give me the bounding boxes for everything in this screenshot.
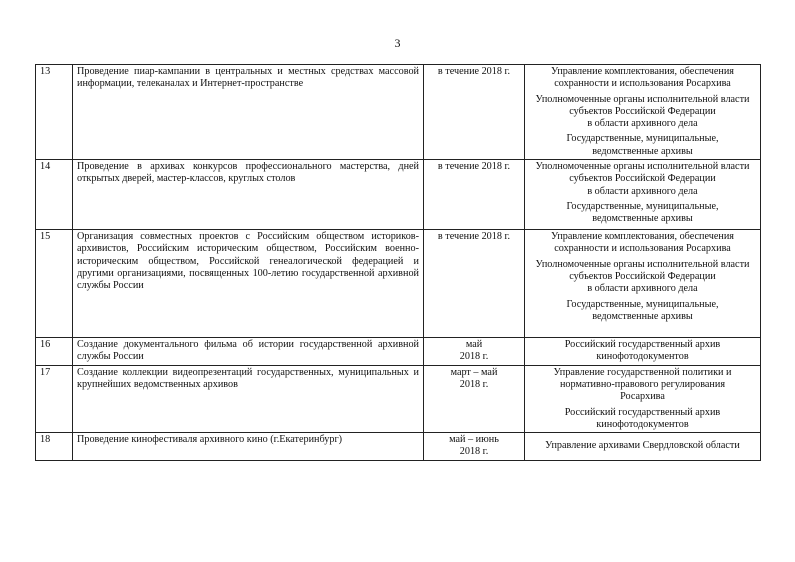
- responsible-line: Государственные, муниципальные,: [566, 298, 719, 310]
- deadline-cell: [424, 160, 525, 230]
- plan-table-body: [36, 65, 761, 461]
- responsible-line: в области архивного дела: [587, 118, 698, 130]
- responsible-cell: [525, 338, 761, 366]
- deadline-cell: [424, 338, 525, 366]
- deadline-line: в течение 2018 г.: [437, 161, 511, 173]
- responsible-cell: [525, 65, 761, 160]
- deadline-line: в течение 2018 г.: [437, 231, 511, 243]
- activity-description: Создание коллекции видеопрезентаций государственных, муниципальных и крупнейших ведомственных архивов: [73, 365, 424, 432]
- responsible-organization: [529, 201, 756, 226]
- deadline-cell: [424, 230, 525, 338]
- deadline-cell: [424, 365, 525, 432]
- deadline-line: 2018 г.: [459, 378, 489, 390]
- page-number: 3: [394, 36, 401, 50]
- responsible-line: Уполномоченные органы исполнительной власти: [535, 258, 750, 270]
- responsible-line: нормативно-правового регулирования: [559, 378, 726, 390]
- responsible-line: Уполномоченные органы исполнительной власти: [535, 93, 750, 105]
- responsible-organization: [529, 161, 756, 198]
- table-row: [36, 365, 761, 432]
- responsible-cell: [525, 230, 761, 338]
- responsible-line: кинофотодокументов: [596, 418, 689, 430]
- responsible-cell: [525, 365, 761, 432]
- responsible-line: субъектов Российской Федерации: [569, 270, 716, 282]
- deadline-line: в течение 2018 г.: [437, 66, 511, 77]
- activity-description: Проведение кинофестиваля архивного кино (г.Екатеринбург): [73, 433, 424, 461]
- responsible-line: сохранности и использования Росархива: [554, 78, 731, 90]
- responsible-line: Управление комплектования, обеспечения: [551, 66, 734, 77]
- activity-description: Проведение пиар-кампании в центральных и местных средствах массовой информации, телеканалах и Интернет-пространстве: [73, 65, 424, 160]
- responsible-organization: [529, 440, 756, 452]
- responsible-line: Государственные, муниципальные,: [566, 200, 719, 212]
- deadline-cell: [424, 65, 525, 160]
- responsible-organization: [529, 259, 756, 296]
- table-row: [36, 65, 761, 160]
- responsible-line: ведомственные архивы: [592, 145, 693, 157]
- responsible-line: ведомственные архивы: [592, 213, 693, 225]
- responsible-line: Уполномоченные органы исполнительной власти: [535, 161, 750, 173]
- table-row: [36, 433, 761, 461]
- activity-description: Проведение в архивах конкурсов профессионального мастерства, дней открытых дверей, мастер-классов, круглых столов: [73, 160, 424, 230]
- table-row: [36, 160, 761, 230]
- row-number: 17: [36, 365, 73, 432]
- table-row: [36, 338, 761, 366]
- deadline-cell: [424, 433, 525, 461]
- activity-description: Создание документального фильма об истории государственной архивной службы России: [73, 338, 424, 366]
- responsible-organization: [529, 367, 756, 404]
- responsible-organization: [529, 133, 756, 158]
- deadline-line: 2018 г.: [459, 446, 489, 458]
- responsible-organization: [529, 339, 756, 364]
- responsible-cell: [525, 433, 761, 461]
- responsible-cell: [525, 160, 761, 230]
- row-number: 14: [36, 160, 73, 230]
- activity-description: Организация совместных проектов с Российским обществом историков-архивистов, Российским историческим обществом, Российским военно-историческим обществом, Российской генеалогической федерацией и другими организациями, посвященных 100-летию государственной архивной службы России: [73, 230, 424, 338]
- responsible-line: Управление архивами Свердловской области: [545, 440, 740, 452]
- deadline-line: март – май: [450, 366, 498, 378]
- responsible-line: субъектов Российской Федерации: [569, 105, 716, 117]
- responsible-organization: [529, 407, 756, 432]
- responsible-line: Российский государственный архив: [564, 339, 721, 351]
- responsible-line: Государственные, муниципальные,: [566, 133, 719, 145]
- responsible-line: в области архивного дела: [587, 283, 698, 295]
- table-row: [36, 230, 761, 338]
- row-number: 16: [36, 338, 73, 366]
- responsible-line: кинофотодокументов: [596, 351, 689, 363]
- deadline-line: 2018 г.: [459, 351, 489, 363]
- deadline-line: май: [465, 339, 483, 351]
- responsible-line: Российский государственный архив: [564, 406, 721, 418]
- deadline-line: май – июнь: [449, 434, 499, 446]
- row-number: 13: [36, 65, 73, 160]
- responsible-line: субъектов Российской Федерации: [569, 173, 716, 185]
- responsible-line: Управление комплектования, обеспечения: [551, 231, 734, 243]
- responsible-line: сохранности и использования Росархива: [554, 243, 731, 255]
- row-number: 15: [36, 230, 73, 338]
- responsible-organization: [529, 94, 756, 131]
- responsible-line: ведомственные архивы: [592, 310, 693, 322]
- responsible-organization: [529, 231, 756, 256]
- responsible-organization: [529, 66, 756, 91]
- responsible-line: Росархива: [620, 391, 665, 403]
- responsible-organization: [529, 299, 756, 324]
- responsible-line: в области архивного дела: [587, 185, 698, 197]
- plan-table: [35, 64, 761, 461]
- responsible-line: Управление государственной политики и: [553, 366, 732, 378]
- row-number: 18: [36, 433, 73, 461]
